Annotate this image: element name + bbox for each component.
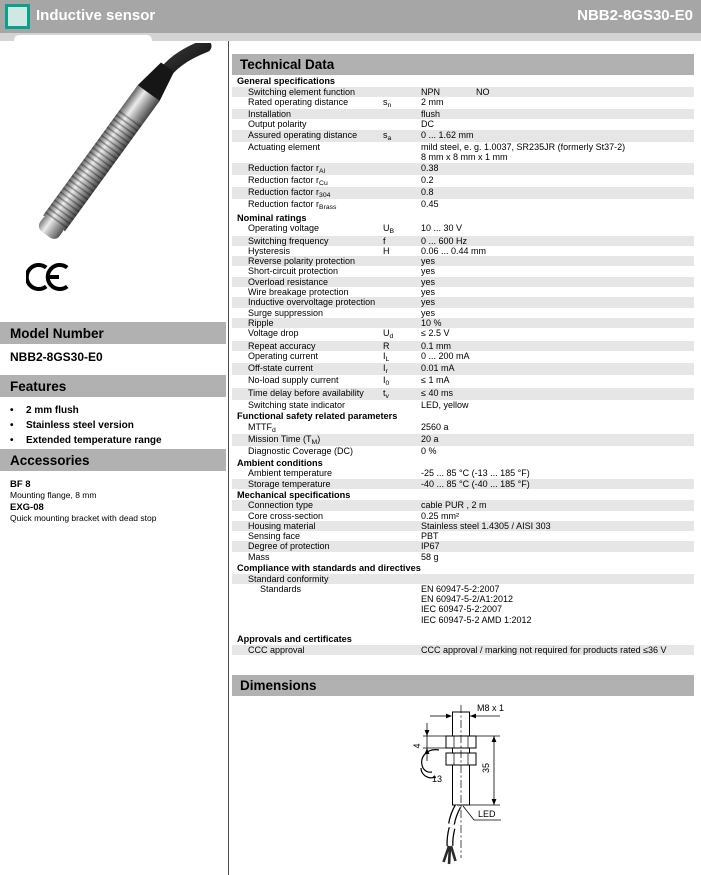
spec-label: Repeat accuracy — [248, 340, 316, 351]
technical-data-body — [232, 76, 694, 655]
accessories-heading: Accessories — [0, 449, 226, 471]
spec-label: Connection type — [248, 500, 314, 511]
product-photo — [12, 43, 212, 258]
nut-height-label: 4 — [412, 743, 422, 749]
spec-label: Assured operating distance — [248, 129, 358, 140]
spec-symbol — [383, 109, 421, 119]
spec-label: Rated operating distance — [248, 96, 349, 107]
spec-label: Switching state indicator — [248, 400, 346, 411]
spec-label: Mission Time $(T_M)$ — [248, 434, 321, 447]
spec-value: 0 ... 600 Hz — [421, 235, 468, 246]
thread-size-label: M8 x 1 — [477, 703, 505, 713]
spec-label: Surge suppression — [248, 307, 324, 318]
spec-symbol: $U_B$ — [383, 223, 395, 236]
spec-label: Installation — [248, 109, 292, 120]
spec-value: IP67 — [421, 541, 440, 552]
spec-row — [232, 434, 694, 446]
spec-label: Hysteresis — [248, 245, 291, 256]
spec-row — [232, 256, 694, 266]
spec-row — [232, 531, 694, 541]
spec-row — [232, 552, 694, 562]
feature-text: Extended temperature range — [26, 435, 162, 446]
spec-row — [232, 574, 694, 584]
spec-row — [232, 142, 694, 163]
spec-label: $MTTF_d$ — [248, 421, 276, 434]
spec-symbol: $I_L$ — [383, 350, 390, 363]
spec-row — [232, 375, 694, 387]
spec-symbol — [383, 297, 421, 307]
features-list — [10, 403, 216, 448]
spec-label: Output polarity — [248, 119, 307, 130]
spec-label: Standard conformity — [248, 573, 329, 584]
brand-square-icon — [5, 4, 30, 29]
spec-value: mild steel, e. g. 1.0037, SR235JR (formerly St37-2) 8 mm x 8 mm x 1 mm — [421, 141, 626, 163]
wrench-size-label: 13 — [432, 774, 443, 784]
spec-symbol — [383, 479, 421, 489]
spec-label: Degree of protection — [248, 541, 330, 552]
spec-row — [232, 521, 694, 531]
spec-label: Ambient temperature — [248, 468, 333, 479]
spec-symbol: $s_n$ — [383, 96, 392, 109]
feature-text: 2 mm flush — [26, 405, 79, 416]
spec-row — [232, 541, 694, 551]
spec-row — [232, 175, 694, 187]
spec-value: yes — [421, 256, 436, 267]
feature-text: Stainless steel version — [26, 420, 134, 431]
spec-row — [232, 388, 694, 400]
spec-value: yes — [421, 287, 436, 298]
spec-symbol — [383, 584, 421, 625]
spec-value — [421, 574, 694, 584]
page-header — [0, 0, 701, 33]
spec-row — [232, 468, 694, 478]
spec-symbol — [383, 187, 421, 199]
accessory-description: Mounting flange, 8 mm — [10, 490, 97, 500]
spec-row — [232, 163, 694, 175]
spec-symbol — [383, 434, 421, 446]
spec-value: ≤ 1 mA — [421, 375, 450, 386]
spec-row — [232, 277, 694, 287]
spec-label: Sensing face — [248, 531, 301, 542]
spec-symbol — [383, 521, 421, 531]
spec-symbol — [383, 119, 421, 129]
spec-row — [232, 328, 694, 340]
spec-row — [232, 308, 694, 318]
spec-value: flush — [421, 109, 441, 120]
feature-item — [10, 403, 216, 418]
model-number-heading: Model Number — [0, 322, 226, 344]
spec-label: Inductive overvoltage protection — [248, 297, 376, 308]
spec-row — [232, 645, 694, 655]
spec-row — [232, 287, 694, 297]
spec-value: 0.8 — [421, 187, 434, 198]
spec-symbol: H — [383, 245, 390, 256]
spec-label: Standards — [260, 583, 302, 594]
spec-value: 0.2 — [421, 174, 434, 185]
spec-label: Reverse polarity protection — [248, 256, 356, 267]
spec-symbol — [383, 574, 421, 584]
header-model-number: NBB2-8GS30-E0 — [577, 7, 693, 24]
bullet-icon: • — [10, 420, 14, 431]
spec-label: Reduction factor $r_{Al}$ — [248, 162, 326, 175]
spec-value: 0.38 — [421, 162, 439, 173]
spec-label: Housing material — [248, 520, 316, 531]
spec-section-title: Mechanical specifications — [237, 489, 351, 500]
spec-value: EN 60947-5-2:2007 EN 60947-5-2/A1:2012 IEC 60947-5-2:2007 IEC 60947-5-2 AMD 1:2012 — [421, 583, 532, 625]
spec-symbol — [383, 645, 421, 655]
spec-value: 0.25 mm² — [421, 510, 460, 521]
spec-value: CCC approval / marking not required for products rated ≤36 V — [421, 644, 667, 655]
spec-row — [232, 109, 694, 119]
spec-label: Operating current — [248, 350, 319, 361]
spec-symbol — [383, 552, 421, 562]
spec-symbol — [383, 308, 421, 318]
spec-label: Diagnostic Coverage (DC) — [248, 446, 354, 457]
spec-value: 0.06 ... 0.44 mm — [421, 245, 487, 256]
spec-row — [232, 422, 694, 434]
spec-label: Time delay before availability — [248, 387, 364, 398]
spec-symbol: $I_r$ — [383, 363, 388, 376]
spec-symbol — [383, 277, 421, 287]
spec-section-title: Compliance with standards and directives — [237, 563, 421, 574]
spec-value: yes — [421, 297, 436, 308]
spec-symbol: $I_0$ — [383, 375, 390, 388]
spec-symbol — [383, 199, 421, 211]
spec-value: yes — [421, 266, 436, 277]
spec-label: Operating voltage — [248, 223, 320, 234]
spec-value: 20 a — [421, 434, 439, 445]
spec-value: 0 ... 1.62 mm — [421, 129, 474, 140]
spec-row — [232, 87, 694, 97]
spec-label: Core cross-section — [248, 510, 324, 521]
spec-row — [232, 130, 694, 142]
spec-label: Switching frequency — [248, 235, 329, 246]
feature-item — [10, 418, 216, 433]
spec-symbol — [383, 468, 421, 478]
spec-value: ≤ 2.5 V — [421, 328, 450, 339]
spec-section-title: Approvals and certificates — [237, 634, 352, 645]
features-heading: Features — [0, 375, 226, 397]
spec-label: Voltage drop — [248, 328, 299, 339]
spec-label: Mass — [248, 551, 270, 562]
spec-symbol: f — [383, 235, 386, 246]
spec-value: 10 % — [421, 317, 442, 328]
spec-value: Stainless steel 1.4305 / AISI 303 — [421, 520, 551, 531]
spec-row — [232, 479, 694, 489]
spec-row — [232, 297, 694, 307]
spec-value: 10 ... 30 V — [421, 223, 463, 234]
spec-value: NPN NO — [421, 86, 490, 97]
spec-symbol: $U_d$ — [383, 328, 394, 341]
spec-label: Reduction factor $r_{Brass}$ — [248, 199, 337, 212]
spec-row — [232, 236, 694, 246]
spec-section-title: General specifications — [237, 76, 336, 86]
spec-symbol — [383, 318, 421, 328]
spec-section-title: Ambient conditions — [237, 457, 323, 468]
spec-value: -25 ... 85 °C (-13 ... 185 °F) — [421, 468, 530, 479]
spec-label: Storage temperature — [248, 478, 331, 489]
page-title: Inductive sensor — [36, 7, 156, 24]
spec-label: Reduction factor $r_{Cu}$ — [248, 174, 328, 187]
spec-value: 58 g — [421, 551, 439, 562]
spec-label: No-load supply current — [248, 375, 339, 386]
left-column — [0, 41, 226, 875]
feature-item — [10, 433, 216, 448]
spec-value: LED, yellow — [421, 400, 469, 411]
spec-value: 2560 a — [421, 421, 449, 432]
dimensions-heading: Dimensions — [232, 675, 694, 696]
spec-value: -40 ... 85 °C (-40 ... 185 °F) — [421, 478, 530, 489]
spec-symbol — [383, 500, 421, 510]
accessory-code: EXG-08 — [10, 502, 44, 513]
accessory-description: Quick mounting bracket with dead stop — [10, 513, 157, 523]
spec-symbol — [383, 256, 421, 266]
bullet-icon: • — [10, 405, 14, 416]
spec-value: 2 mm — [421, 96, 444, 107]
spec-symbol — [383, 287, 421, 297]
spec-row — [232, 187, 694, 199]
spec-row — [232, 511, 694, 521]
spec-symbol: R — [383, 340, 390, 351]
spec-row — [232, 341, 694, 351]
spec-row — [232, 199, 694, 211]
spec-label: Off-state current — [248, 363, 313, 374]
spec-row — [232, 400, 694, 410]
spec-section-title: Functional safety related parameters — [237, 411, 398, 422]
spec-value: yes — [421, 307, 436, 318]
spec-label: Overload resistance — [248, 276, 329, 287]
spec-row — [232, 97, 694, 109]
accessory-code: BF 8 — [10, 479, 31, 490]
ce-mark — [26, 262, 70, 292]
spec-symbol — [383, 446, 421, 456]
spec-symbol — [383, 163, 421, 175]
spec-symbol — [383, 511, 421, 521]
spec-row — [232, 363, 694, 375]
spec-symbol — [383, 142, 421, 163]
spec-symbol — [383, 87, 421, 97]
bullet-icon: • — [10, 435, 14, 446]
spec-symbol — [383, 531, 421, 541]
technical-data-panel — [232, 54, 694, 696]
spec-symbol — [383, 266, 421, 276]
spec-label: Ripple — [248, 317, 274, 328]
spec-row — [232, 223, 694, 235]
spec-value: 0 ... 200 mA — [421, 350, 470, 361]
spec-symbol: $s_a$ — [383, 129, 392, 142]
spec-symbol: $t_v$ — [383, 387, 389, 400]
led-label: LED — [478, 809, 496, 819]
spec-symbol — [383, 400, 421, 410]
spec-label: Wire breakage protection — [248, 287, 349, 298]
spec-value: 0 % — [421, 446, 437, 457]
body-length-label: 35 — [481, 762, 491, 774]
column-divider — [228, 41, 229, 875]
spec-symbol — [383, 422, 421, 434]
spec-value: 0.1 mm — [421, 340, 452, 351]
spec-row — [232, 500, 694, 510]
spec-symbol — [383, 175, 421, 187]
spec-value: ≤ 40 ms — [421, 387, 453, 398]
model-number-value: NBB2-8GS30-E0 — [10, 350, 103, 364]
spec-value: DC — [421, 119, 434, 130]
spec-label: Short-circuit protection — [248, 266, 339, 277]
spec-row — [232, 446, 694, 456]
spec-row — [232, 584, 694, 625]
spec-row — [232, 351, 694, 363]
spec-row — [232, 318, 694, 328]
spec-row — [232, 246, 694, 256]
accessories-list — [10, 477, 216, 523]
spec-value: 0.45 — [421, 199, 439, 210]
spec-value: yes — [421, 276, 436, 287]
spec-value: PBT — [421, 531, 439, 542]
spec-row — [232, 119, 694, 129]
spec-row — [232, 266, 694, 276]
spec-symbol — [383, 541, 421, 551]
spec-value: 0.01 mA — [421, 363, 455, 374]
technical-data-heading: Technical Data — [232, 54, 694, 75]
spec-label: Reduction factor $r_{304}$ — [248, 187, 331, 200]
spec-section-title: Nominal ratings — [237, 212, 307, 223]
spec-label: Actuating element — [248, 141, 321, 152]
spec-label: CCC approval — [248, 644, 305, 655]
dimension-drawing — [395, 685, 580, 875]
spec-label: Switching element function — [248, 86, 356, 97]
spec-value: cable PUR , 2 m — [421, 500, 487, 511]
